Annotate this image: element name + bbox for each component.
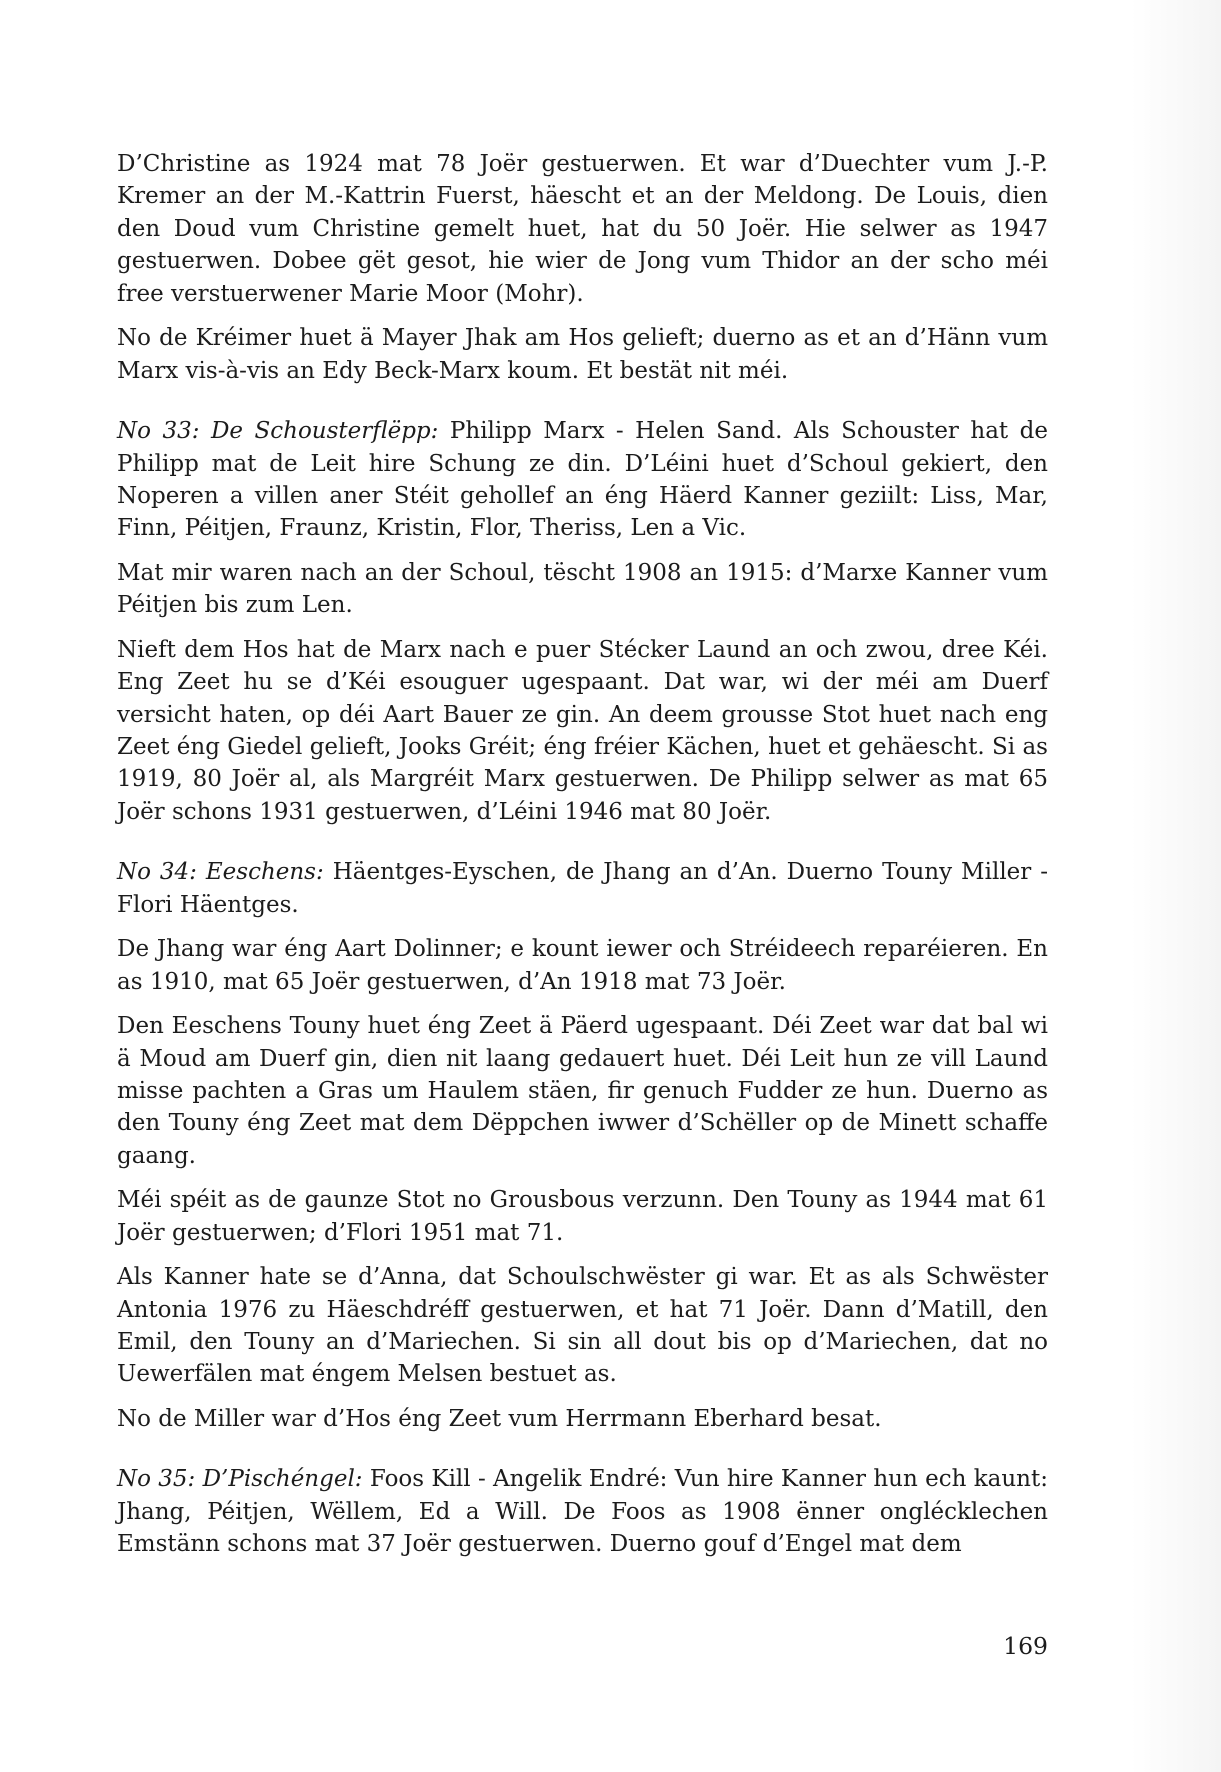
paragraph-text: Den Eeschens Touny huet éng Zeet ä Päerd ugespaant. Déi Zeet war dat bal wi ä Moud am Duerf gin, dien nit laang gedauert huet. Déi Leit hun ze vill Laund misse pachten a Gras um Haulem stäen, fir genuch Fudder ze hun. Duerno as den Touny éng Zeet mat dem Dëppchen iwwer d’Schëller op de Minett schaffe gaang.	[117, 1013, 1048, 1169]
paragraph-text: Foos Kill - Angelik Endré: Vun hire Kanner hun ech kaunt: Jhang, Péitjen, Wëllem, Ed a Will. De Foos as 1908 ënner onglécklechen Emstänn schons mat 37 Joër gestuerwen. Duerno gouf d’Engel mat dem	[117, 1466, 1048, 1558]
section-heading: No 34: Eeschens:	[117, 859, 324, 886]
paragraph	[117, 1261, 1048, 1391]
paragraph	[117, 933, 1048, 998]
paragraph	[117, 1184, 1048, 1249]
paragraph-text: Philipp Marx - Helen Sand. Als Schouster hat de Philipp mat de Leit hire Schung ze din. D’Léini huet d’Schoul gekiert, den Noperen a villen aner Stéit gehollef an éng Häerd Kanner geziilt: Liss, Mar, Finn, Péitjen, Fraunz, Kristin, Flor, Theriss, Len a Vic.	[117, 418, 1048, 542]
page-number: 169	[1003, 1632, 1048, 1660]
section-heading: No 33: De Schousterflëpp:	[117, 418, 439, 445]
paragraph-text: D’Christine as 1924 mat 78 Joër gestuerwen. Et war d’Duechter vum J.-P. Kremer an der M.-Kattrin Fuerst, häescht et an der Meldong. De Louis, dien den Doud vum Christine gemelt huet, hat du 50 Joër. Hie selwer as 1947 gestuerwen. Dobee gët gesot, hie wier de Jong vum Thidor an der scho méi free verstuerwener Marie Moor (Mohr).	[117, 151, 1048, 307]
paragraph	[117, 557, 1048, 622]
section-paragraph	[117, 856, 1048, 921]
paragraph-text: Nieft dem Hos hat de Marx nach e puer Stécker Laund an och zwou, dree Kéi. Eng Zeet hu se d’Kéi esouguer ugespaant. Dat war, wi der méi am Duerf versicht haten, op déi Aart Bauer ze gin. An deem grousse Stot huet nach eng Zeet éng Giedel gelieft, Jooks Gréit; éng fréier Kächen, huet et gehäescht. Si as 1919, 80 Joër al, als Margréit Marx gestuerwen. De Philipp selwer as mat 65 Joër schons 1931 gestuerwen, d’Léini 1946 mat 80 Joër.	[117, 636, 1048, 825]
paragraph	[117, 322, 1048, 387]
paragraph	[117, 1403, 1048, 1435]
section-paragraph	[117, 1463, 1048, 1560]
section-heading: No 35: D’Pischéngel:	[117, 1466, 363, 1493]
section-paragraph	[117, 415, 1048, 545]
paragraph-text: No de Miller war d’Hos éng Zeet vum Herrmann Eberhard besat.	[117, 1405, 882, 1432]
paragraph-text: Mat mir waren nach an der Schoul, tëscht 1908 an 1915: d’Marxe Kanner vum Péitjen bis zum Len.	[117, 559, 1048, 619]
paragraph-text: Häentges-Eyschen, de Jhang an d’An. Duerno Touny Miller - Flori Häentges.	[117, 859, 1048, 918]
paragraph-text: De Jhang war éng Aart Dolinner; e kount iewer och Stréideech reparéieren. En as 1910, mat 65 Joër gestuerwen, d’An 1918 mat 73 Joër.	[117, 936, 1048, 995]
paragraph-text: Méi spéit as de gaunze Stot no Grousbous verzunn. Den Touny as 1944 mat 61 Joër gestuerwen; d’Flori 1951 mat 71.	[117, 1187, 1048, 1246]
scan-edge-shadow	[1131, 0, 1221, 1772]
paragraph	[117, 148, 1048, 310]
paragraph-text: No de Kréimer huet ä Mayer Jhak am Hos gelieft; duerno as et an d’Hänn vum Marx vis-à-vis an Edy Beck-Marx koum. Et bestät nit méi.	[117, 325, 1048, 384]
paragraph	[117, 1010, 1048, 1172]
paragraph	[117, 634, 1048, 829]
body-text	[117, 148, 1048, 1573]
paragraph-text: Als Kanner hate se d’Anna, dat Schoulschwëster gi war. Et as als Schwëster Antonia 1976 zu Häeschdréff gestuerwen, et hat 71 Joër. Dann d’Matill, den Emil, den Touny an d’Mariechen. Si sin all dout bis op d’Mariechen, dat no Uewerfälen mat éngem Melsen bestuet as.	[117, 1264, 1048, 1388]
